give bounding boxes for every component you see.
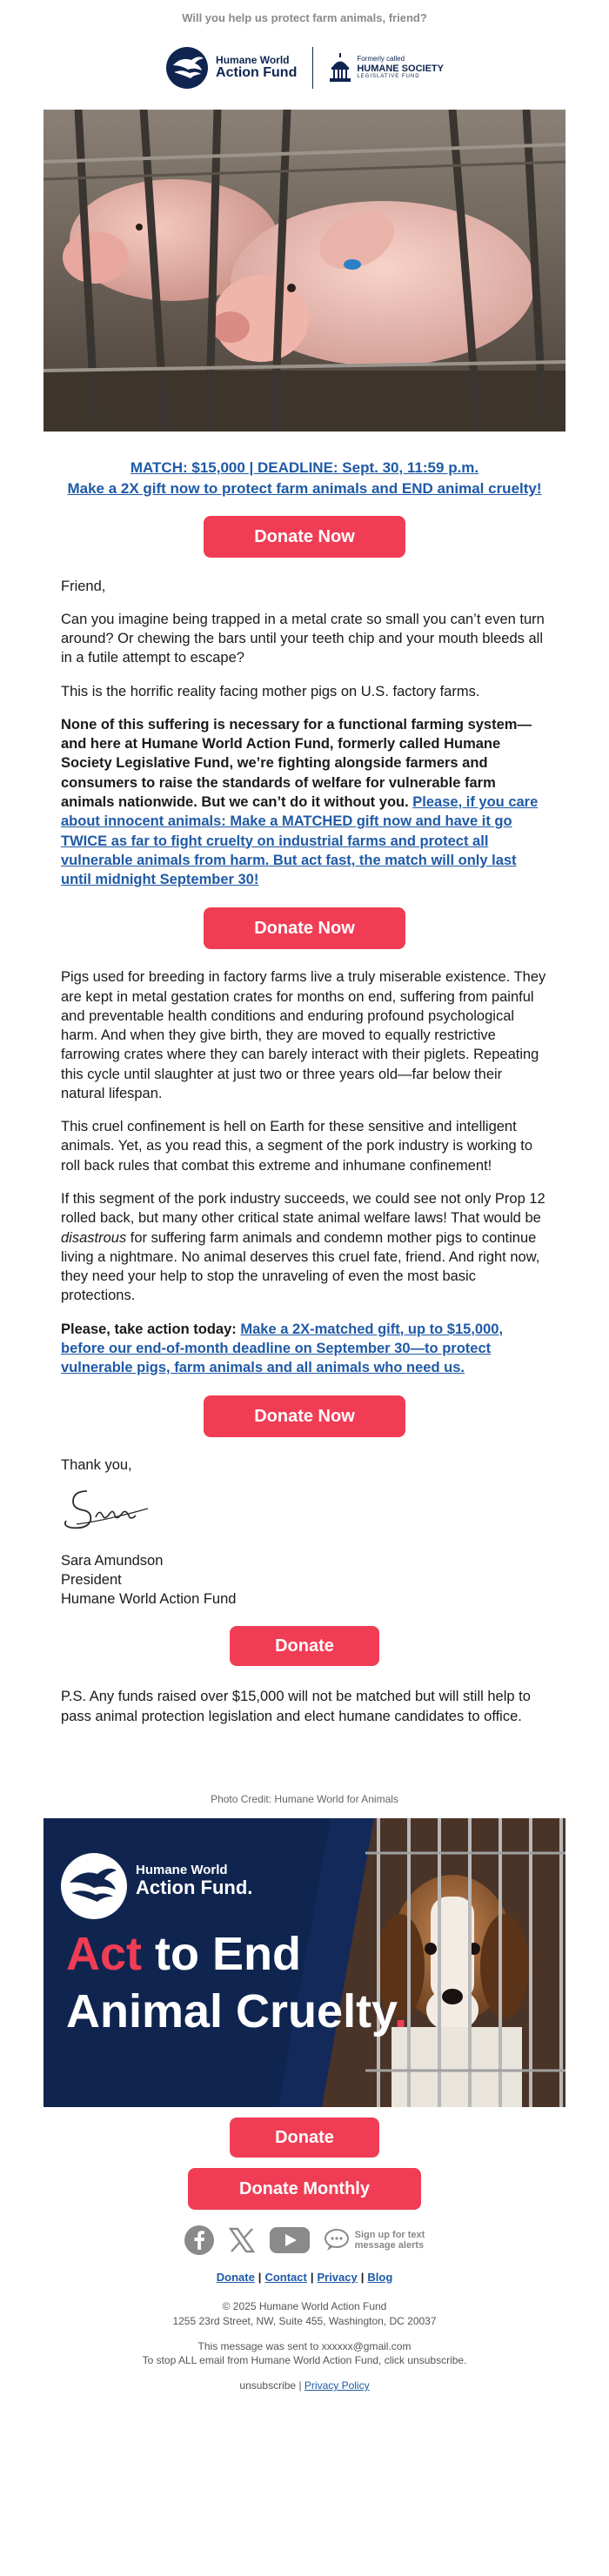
footer-link-donate[interactable]: Donate — [216, 2270, 255, 2284]
banner-org-line2: Action Fund. — [136, 1877, 253, 1899]
footer-separator: | — [360, 2270, 365, 2284]
formerly-called: Formerly called — [357, 55, 405, 64]
donate-now-button-1[interactable]: Donate Now — [204, 516, 405, 558]
chat-bubble-icon — [324, 2228, 350, 2252]
sent-to: This message was sent to xxxxxx@gmail.com — [197, 2339, 412, 2352]
match-deadline-link[interactable]: MATCH: $15,000 | DEADLINE: Sept. 30, 11:59 p.m. — [130, 459, 479, 476]
donate-monthly-button[interactable]: Donate Monthly — [188, 2168, 421, 2210]
paragraph-6-emphasis: disastrous — [61, 1229, 127, 1246]
footer-address-block — [0, 2299, 609, 2329]
preheader: Will you help us protect farm animals, friend? — [182, 11, 427, 24]
facebook-icon[interactable] — [184, 2225, 214, 2255]
mailing-address: 1255 23rd Street, NW, Suite 455, Washington, DC 20037 — [172, 2314, 437, 2327]
unsubscribe-link[interactable]: unsubscribe — [239, 2379, 297, 2392]
youtube-icon[interactable] — [270, 2226, 310, 2254]
signer-org: Humane World Action Fund — [61, 1591, 237, 1608]
logo-divider — [312, 47, 313, 89]
paragraph-3-bold: None of this suffering is necessary for a functional farming system—and here at Humane World Action Fund, formerly called Humane Society Legislative Fund, we’re fighting alongside farmers and consumers to raise the standards of welfare for vulnerable farm animals nationwide. But we can’t do it without you. — [61, 716, 532, 810]
footer-links — [0, 2271, 609, 2284]
hsls-name: HUMANE SOCIETY — [357, 64, 444, 75]
donate-button-2[interactable]: Donate — [230, 2118, 379, 2158]
banner-headline-dot: . — [394, 1984, 408, 2037]
signer-title: President — [61, 1571, 122, 1588]
social-links — [0, 2225, 609, 2255]
paragraph-4: Pigs used for breeding in factory farms live a truly miserable existence. They are kept in metal gestation crates for months on end, suffering from painful and preventable health conditions and enduring profound psychological harm. And when they give birth, they are moved to equally restrictive farrowing crates where they can barely interact with their piglets. Repeating this cycle until slaughter at just two or three years old—far below their natural lifespan. — [61, 969, 546, 1101]
footer-separator: | — [258, 2270, 262, 2284]
donate-now-button-2[interactable]: Donate Now — [204, 907, 405, 949]
hsls-sub: LEGISLATIVE FUND — [357, 74, 420, 80]
matched-gift-link[interactable]: Please, if you care about innocent animals: Make a MATCHED gift now and have it go TWICE as far to fight cruelty on industrial farms and protect all vulnerable animals from harm. But act fast, the match will only last until midnight September 30! — [61, 793, 539, 888]
footer-link-privacy[interactable]: Privacy — [317, 2270, 358, 2284]
footer-notice — [0, 2339, 609, 2369]
hwaf-logo[interactable] — [165, 46, 297, 90]
paragraph-6 — [61, 1189, 548, 1306]
banner-org-line1: Humane World — [136, 1862, 228, 1877]
banner-headline-accent: Act — [66, 1927, 143, 1980]
header-logos — [0, 33, 609, 103]
take-action-label: Please, take action today: — [61, 1321, 237, 1337]
banner-headline-line2: Animal Cruelty — [66, 1984, 395, 2037]
footer-link-blog[interactable]: Blog — [367, 2270, 393, 2284]
paragraph-6-a: If this segment of the pork industry succeeds, we could see not only Prop 12 rolled back, but many other critical state animal welfare laws! That would be — [61, 1190, 545, 1227]
hsls-logo — [329, 53, 444, 83]
paragraph-7 — [61, 1320, 548, 1378]
footer-separator: | — [310, 2270, 314, 2284]
paragraph-1: Can you imagine being trapped in a metal crate so small you can’t even turn around? Or chewing the bars until your teeth chip and your mouth bleeds all in a futile attempt to escape? — [61, 611, 545, 666]
act-to-end-cruelty-banner[interactable] — [44, 1818, 566, 2107]
hero-image-pigs[interactable] — [44, 110, 566, 432]
x-twitter-icon[interactable] — [228, 2226, 256, 2254]
hero-pig-illustration — [44, 110, 566, 432]
capitol-icon — [329, 53, 351, 83]
signer-name: Sara Amundson — [61, 1552, 164, 1569]
match-banner — [61, 458, 548, 499]
greeting: Friend, — [61, 578, 106, 594]
footer-link-contact[interactable]: Contact — [264, 2270, 307, 2284]
donate-now-button-3[interactable]: Donate Now — [204, 1395, 405, 1437]
footer-unsubscribe: unsubscribe | Privacy Policy — [239, 2379, 370, 2392]
thank-you: Thank you, — [61, 1457, 132, 1474]
privacy-policy-link[interactable]: Privacy Policy — [304, 2379, 370, 2392]
stop-email-notice: To stop ALL email from Humane World Action Fund, click unsubscribe. — [142, 2354, 467, 2367]
banner-headline — [66, 1926, 407, 2041]
banner-headline-rest: to End — [142, 1927, 301, 1980]
match-gift-link[interactable]: Make a 2X gift now to protect farm animals and END animal cruelty! — [67, 479, 542, 497]
sms-signup[interactable] — [324, 2228, 425, 2252]
paragraph-2: This is the horrific reality facing mother pigs on U.S. factory farms. — [61, 683, 480, 699]
email-content — [61, 458, 548, 1805]
sms-line1: Sign up for text — [354, 2229, 425, 2240]
paragraph-5: This cruel confinement is hell on Earth for these sensitive and intelligent animals. Yet, as you read this, a segment of the pork industry is working to roll back rules that combat this extreme and inhumane confinement! — [61, 1119, 533, 1174]
sms-line2: message alerts — [354, 2239, 425, 2251]
matched-gift-link-2[interactable]: Make a 2X-matched gift, up to $15,000, before our end-of-month deadline on September 30—to protect vulnerable pigs, farm animals and all animals who need us. — [61, 1321, 504, 1376]
hwaf-logo-icon — [165, 46, 209, 90]
hwaf-name-line2: Action Fund — [216, 64, 298, 80]
postscript: P.S. Any funds raised over $15,000 will not be matched but will still help to pass animal protection legislation and elect humane candidates to office. — [61, 1689, 531, 1724]
paragraph-6-b: for suffering farm animals and condemn mother pigs to continue living a nightmare. No animal deserves this cruel fate, friend. And right now, they need your help to stop the unraveling of even the most basic protections. — [61, 1229, 540, 1304]
paragraph-3 — [61, 715, 548, 889]
signature — [61, 1482, 157, 1535]
hwaf-name-line1: Humane World — [216, 54, 290, 67]
copyright: © 2025 Humane World Action Fund — [222, 2299, 387, 2312]
donate-button-1[interactable]: Donate — [230, 1626, 379, 1666]
photo-credit: Photo Credit: Humane World for Animals — [211, 1792, 398, 1805]
